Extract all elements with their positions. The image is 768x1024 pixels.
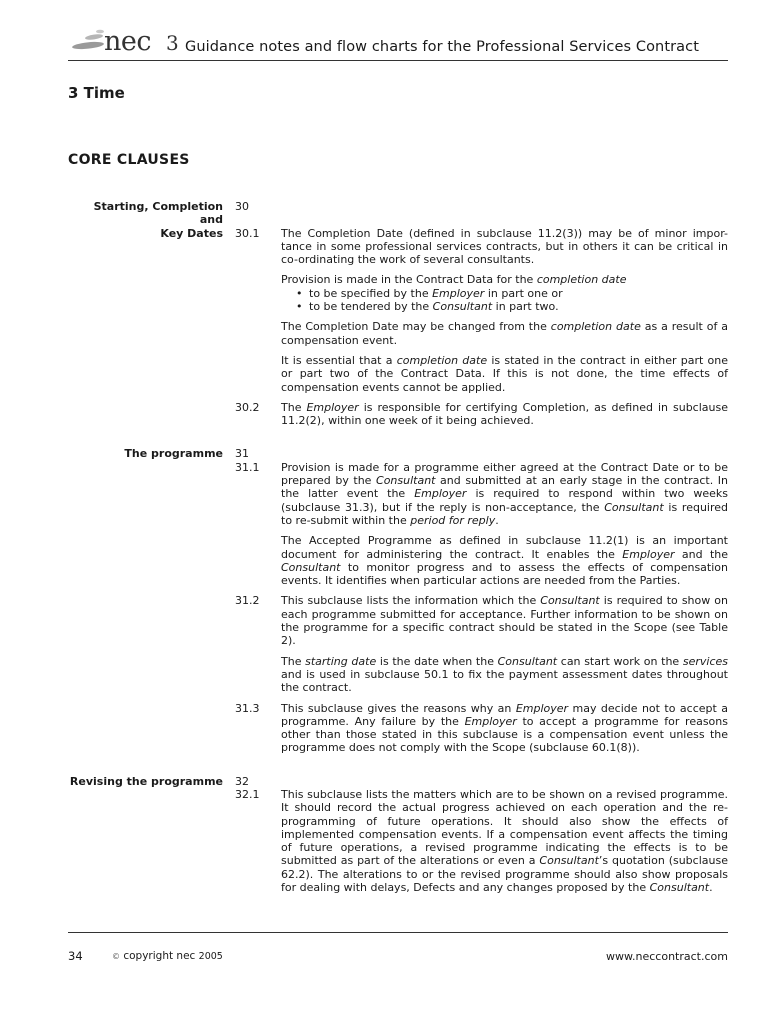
paragraph: This subclause lists the matters which are to be shown on a revised programme. It should record the actual progress achieved on each operation and the re-programming of future operations. It should also show the effects of implemented compensation events. If a compensation event affects the timing of future operations, a revised programme indicating the effects is to be submitted as part of the alterations or even a Consultant’s quotation (subclause 62.2). The alterations to or the revised programme should also show proposals for dealing with delays, Defects and any changes proposed by the Consultant. [281, 787, 728, 895]
subclause-31-1 [68, 461, 728, 588]
side-heading-programme: The programme [124, 447, 223, 461]
paragraph: This subclause gives the reasons why an Employer may decide not to accept a programme. Any failure by the Employer to accept a programme for reasons other than those stated in this subclause is a compensation event unless the programme does not comply with the Scope (subclause 60.1(8)). [281, 701, 728, 755]
side-heading-starting-completion: Starting, Completion and [93, 200, 223, 227]
subclause-number: 30.2 [235, 400, 260, 414]
logo-number: 3 [166, 31, 179, 55]
paragraph: The Employer is responsible for certifying Completion, as defined in subclause 11.2(2), within one week of it being achieved. [281, 400, 728, 428]
clauses-content [68, 200, 728, 894]
side-heading-revising-programme: Revising the programme [69, 774, 223, 788]
logo-wordmark: nec [104, 26, 151, 57]
paragraph: The starting date is the date when the Consultant can start work on the services and is used in subclause 50.1 to fix the payment assessment dates throughout the contract. [281, 654, 728, 695]
bullet-item: • to be specified by the Employer in part one or [281, 287, 728, 300]
subclause-number: 31.1 [235, 460, 260, 474]
copyright-notice: © copyright nec 2005 [112, 950, 223, 962]
clause-group-30 [68, 200, 728, 427]
paragraph: The Completion Date may be changed from the completion date as a result of a compensation event. [281, 320, 729, 347]
copyright-icon: © [112, 952, 120, 961]
clause-number: 31 [235, 447, 249, 461]
clause-number: 32 [235, 774, 249, 788]
core-clauses-heading: CORE CLAUSES [68, 152, 190, 168]
section-heading: 3 Time [68, 84, 125, 102]
clause-group-32 [68, 775, 728, 895]
subclause-30-1 [68, 227, 728, 394]
website-url: www.neccontract.com [606, 950, 728, 963]
clause-number: 30 [235, 200, 249, 213]
paragraph: Provision is made for a programme either agreed at the Contract Date or to be prepared by the Consultant and submitted at an early stage in the contract. In the latter event the Employer is required to respond within two weeks (subclause 31.3), but if the reply is non-acceptance, the Consultant is required to re-submit within the period for reply. [281, 460, 728, 527]
paragraph: This subclause lists the information which the Consultant is required to show on each programme submitted for acceptance. Further information to be shown on the programme for a specific contract should be stated in the Scope (see Table 2). [281, 594, 728, 648]
subclause-31-2 [68, 594, 728, 694]
side-heading-key-dates: Key Dates [160, 226, 223, 240]
subclause-30-2 [68, 401, 728, 428]
subclause-number: 31.3 [235, 701, 260, 715]
page-header [68, 28, 728, 61]
paragraph: It is essential that a completion date is stated in the contract in either part one or part two of the Contract Data. If this is not done, the time effects of compensation events cannot be applied. [281, 353, 729, 394]
subclause-number: 32.1 [235, 787, 260, 801]
bullet-item: • to be tendered by the Consultant in part two. [281, 300, 728, 313]
paragraph: The Accepted Programme as defined in subclause 11.2(1) is an important document for administering the contract. It enables the Employer and the Consultant to monitor progress and to assess the effects of compensation events. It identifies when particular actions are needed from the Parties. [281, 534, 728, 588]
paragraph: Provision is made in the Contract Data for the completion date [281, 273, 627, 287]
page-number: 34 [68, 949, 83, 963]
paragraph: The Completion Date (defined in subclause 11.2(3)) may be of minor impor-tance in some professional services contracts, but in others it can be critical in co-ordinating the work of several consultants. [281, 226, 728, 267]
subclause-31-3 [68, 702, 728, 755]
subclause-32-1 [68, 788, 728, 894]
clause-group-31 [68, 447, 728, 754]
bullet-list [281, 287, 728, 314]
subclause-number: 30.1 [235, 226, 260, 240]
page-footer [68, 932, 728, 963]
document-title: Guidance notes and flow charts for the Professional Services Contract [185, 39, 700, 55]
subclause-number: 31.2 [235, 594, 260, 608]
nec3-logo [68, 28, 180, 58]
